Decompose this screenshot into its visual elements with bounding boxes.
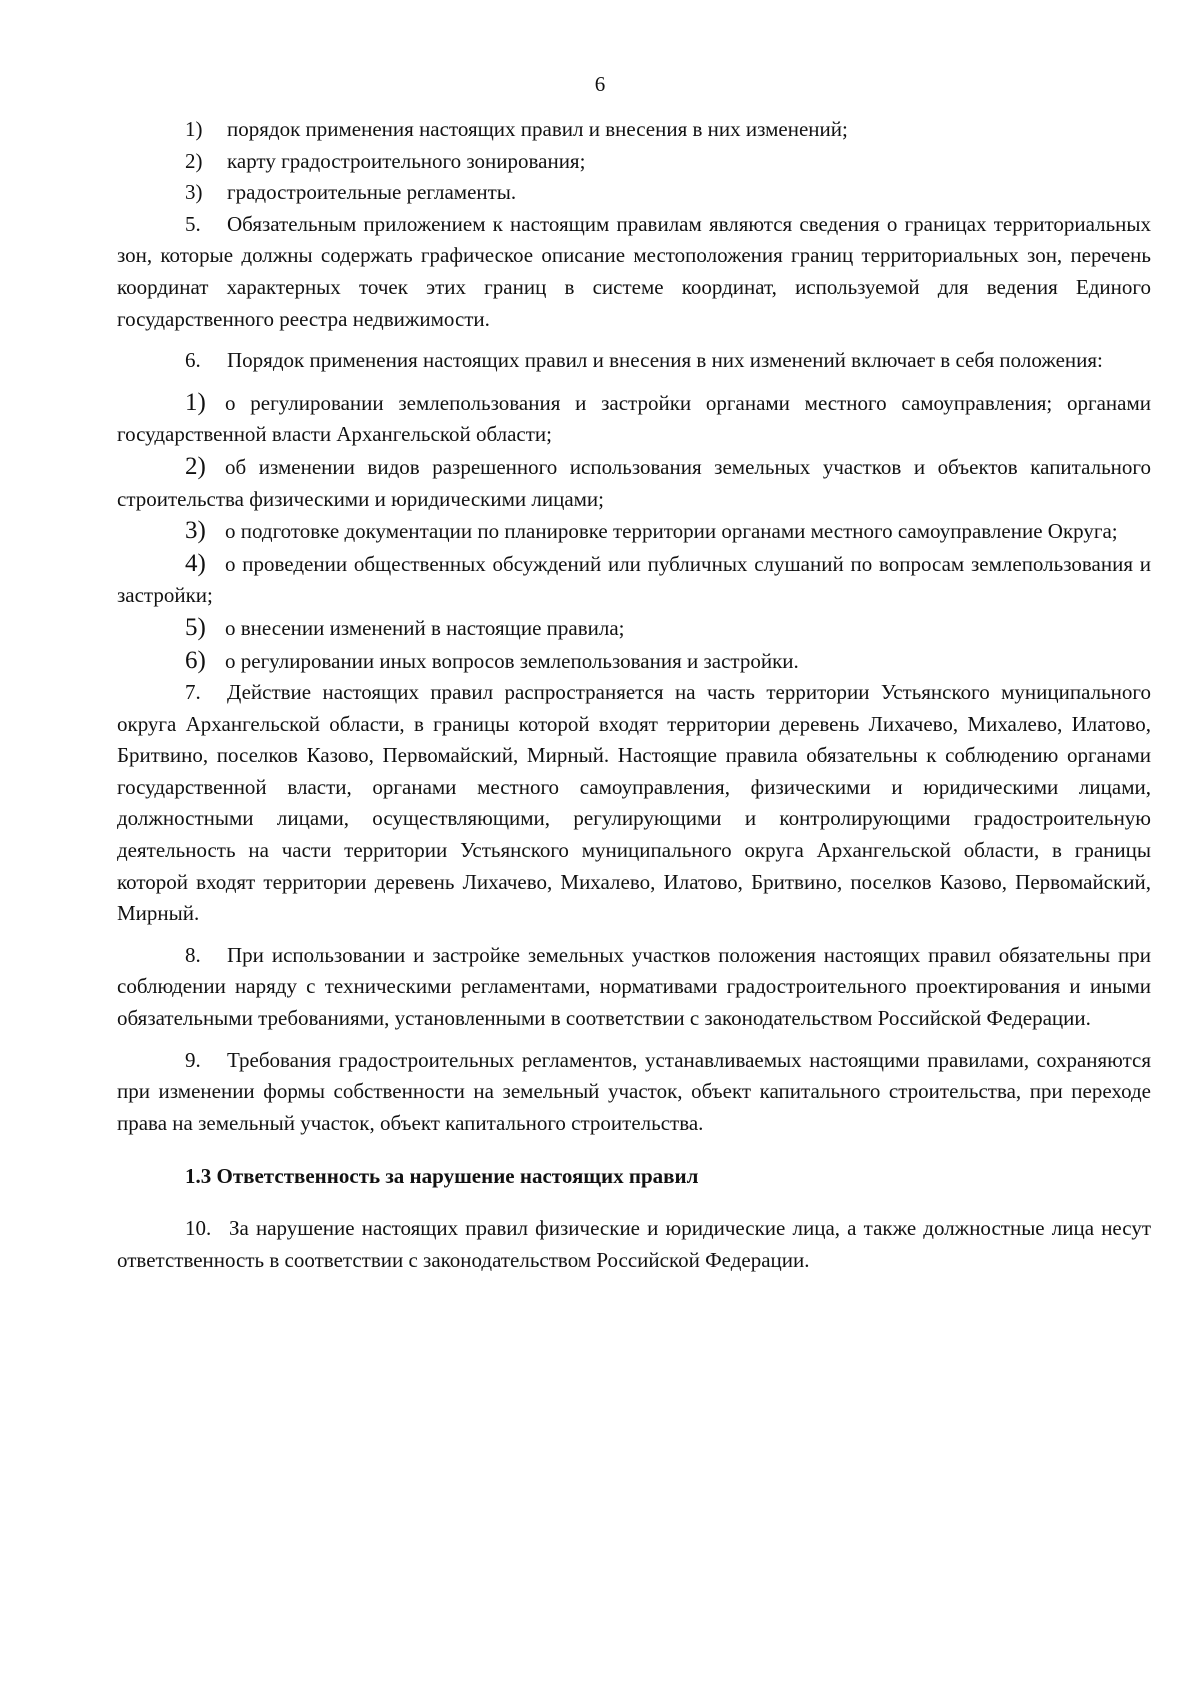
item-marker: 6) bbox=[185, 646, 206, 674]
item-text: о подготовке документации по планировке территории органами местного самоуправление Округа; bbox=[225, 519, 1118, 544]
item-text: При использовании и застройке земельных участков положения настоящих правил обязательны при соблюдении наряду с техническими регламентами, нормативами градостроительного проектирования и иными обязательными требованиями, установленными в соответствии с законодательством Российской Федерации. bbox=[117, 942, 1151, 1031]
item-text: градостроительные регламенты. bbox=[227, 180, 517, 205]
item-text: порядок применения настоящих правил и внесения в них изменений; bbox=[227, 117, 848, 141]
item-text: За нарушение настоящих правил физические и юридические лица, а также должностные лица несут ответственность в соответствии с законодательством Российской Федерации. bbox=[117, 1216, 1151, 1272]
item-text: Порядок применения настоящих правил и внесения в них изменений включает в себя положения: bbox=[227, 348, 1103, 373]
item-text: о регулировании иных вопросов землепользования и застройки. bbox=[225, 648, 799, 673]
item-marker: 4) bbox=[185, 549, 206, 577]
item-marker: 3) bbox=[185, 180, 203, 205]
item-marker: 10. bbox=[185, 1216, 212, 1240]
item-text: карту градостроительного зонирования; bbox=[227, 148, 586, 173]
list-item bbox=[117, 645, 1151, 678]
list-item bbox=[117, 177, 1151, 209]
paragraph bbox=[117, 940, 1151, 1035]
list-item bbox=[117, 114, 1151, 146]
page-number: 6 bbox=[594, 72, 606, 96]
item-marker: 9. bbox=[185, 1047, 201, 1072]
item-text: об изменении видов разрешенного использования земельных участков и объектов капитального строительства физическими и юридическими лицами; bbox=[117, 454, 1151, 511]
list-item bbox=[117, 451, 1151, 515]
item-marker: 1) bbox=[185, 117, 203, 141]
item-text: Требования градостроительных регламентов, устанавливаемых настоящими правилами, сохраняются при изменении формы собственности на земельный участок, объект капитального строительства, при переходе права на земельный участок, объект капитального строительства. bbox=[117, 1047, 1151, 1135]
item-marker: 5) bbox=[185, 613, 206, 641]
item-text: Действие настоящих правил распространяется на часть территории Устьянского муниципального округа Архангельской области, в границы которой входят территории деревень Лихачево, Михалево, Илатово, Бритвино, поселков Казово, Первомайский, Мирный. Настоящие правила обязательны к соблюдению органами государственной власти, органами местного самоуправления, физическими и юридическими лицами, должностными лицами, осуществляющими, регулирующими и контролирующими градостроительную деятельность на части территории Устьянского муниципального округа Архангельской области, в границы которой входят территории деревень Лихачево, Михалево, Илатово, Бритвино, поселков Казово, Первомайский, Мирный. bbox=[117, 680, 1151, 926]
list-item bbox=[117, 515, 1151, 548]
item-marker: 7. bbox=[185, 680, 201, 705]
item-marker: 2) bbox=[185, 148, 203, 173]
list-item bbox=[117, 387, 1151, 451]
item-text: о внесении изменений в настоящие правила; bbox=[225, 615, 625, 640]
document-body bbox=[117, 114, 1151, 1276]
item-marker: 6. bbox=[185, 348, 201, 373]
item-marker: 2) bbox=[185, 452, 206, 480]
paragraph bbox=[117, 209, 1151, 335]
item-text: Обязательным приложением к настоящим правилам являются сведения о границах территориальных зон, которые должны содержать графическое описание местоположения границ территориальных зон, перечень координат характерных точек этих границ в системе координат, используемой для ведения Единого государственного реестра недвижимости. bbox=[117, 211, 1151, 331]
item-marker: 3) bbox=[185, 517, 206, 545]
paragraph bbox=[117, 677, 1151, 930]
list-item bbox=[117, 612, 1151, 645]
list-item bbox=[117, 146, 1151, 178]
list-item bbox=[117, 548, 1151, 612]
paragraph bbox=[117, 1213, 1151, 1276]
paragraph bbox=[117, 1045, 1151, 1140]
item-marker: 1) bbox=[185, 388, 206, 416]
item-text: о проведении общественных обсуждений или публичных слушаний по вопросам землепользования и застройки; bbox=[117, 551, 1151, 608]
item-marker: 8. bbox=[185, 942, 201, 967]
item-marker: 5. bbox=[185, 211, 201, 236]
item-text: о регулировании землепользования и застройки органами местного самоуправления; органами государственной власти Архангельской области; bbox=[117, 390, 1151, 447]
paragraph bbox=[117, 345, 1151, 377]
section-heading: 1.3 Ответственность за нарушение настоящих правил bbox=[185, 1164, 699, 1189]
